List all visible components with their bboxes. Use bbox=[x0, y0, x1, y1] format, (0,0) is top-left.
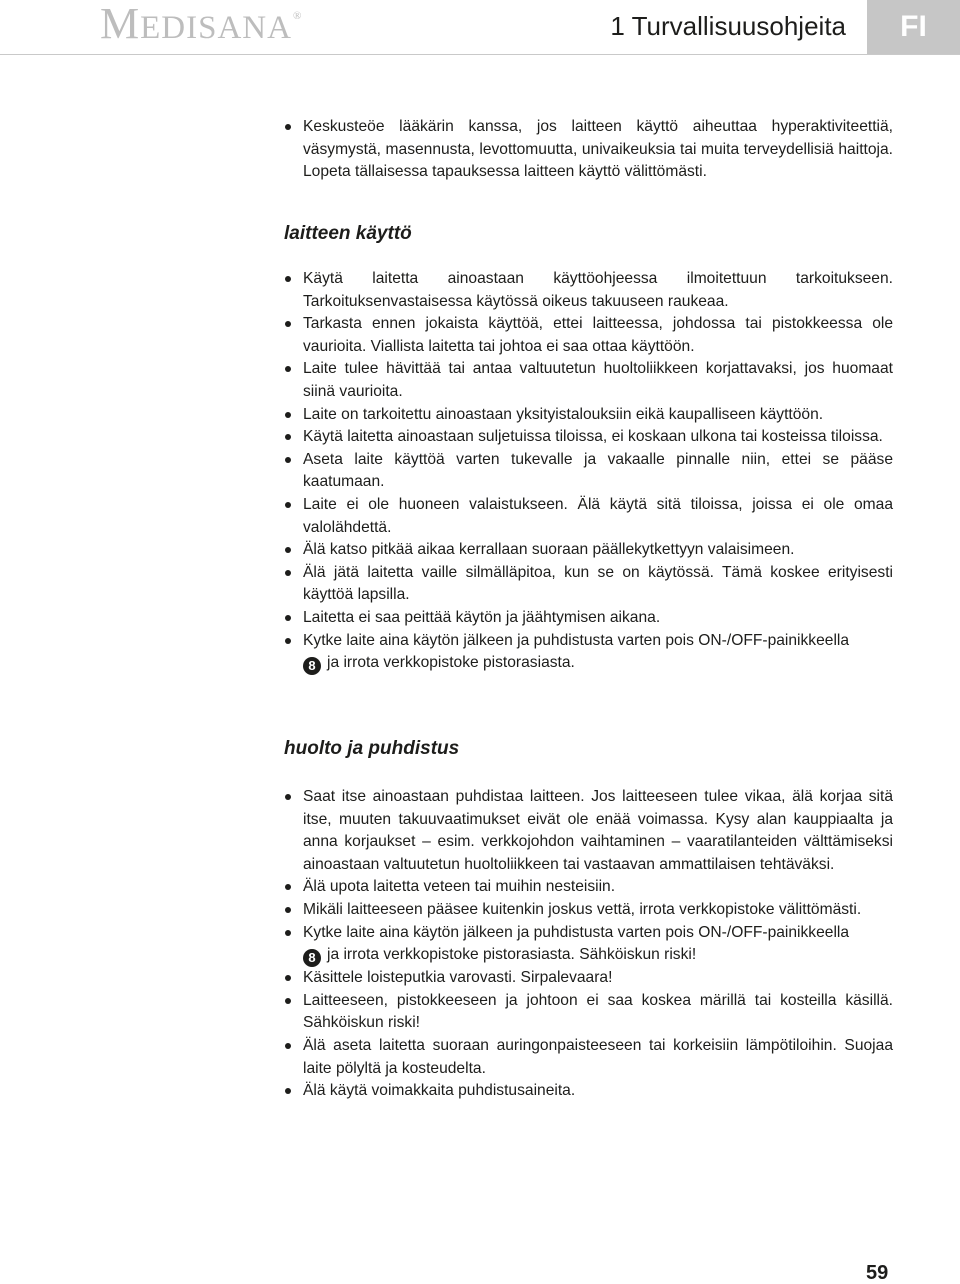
list-item: Laite on tarkoitettu ainoastaan yksityistalouksiin eikä kaupalliseen käyttöön. bbox=[284, 404, 893, 427]
list-item: Laitetta ei saa peittää käytön ja jäähtymisen aikana. bbox=[284, 607, 893, 630]
list-item: Käytä laitetta ainoastaan käyttöohjeessa ilmoitettuun tarkoitukseen. Tarkoituksenvastaisessa käytössä oikeus takuuseen raukeaa. bbox=[284, 268, 893, 313]
section-heading-maintenance: huolto ja puhdistus bbox=[284, 738, 460, 759]
list-item: Älä jätä laitetta vaille silmälläpitoa, kun se on käytössä. Tämä koskee erityisesti käyttöä lapsilla. bbox=[284, 562, 893, 607]
list-item: Tarkasta ennen jokaista käyttöä, ettei laitteessa, johdossa tai pistokkeessa ole vaurioita. Viallista laitetta tai johtoa ei saa ottaa käyttöön. bbox=[284, 313, 893, 358]
list-item bbox=[284, 922, 893, 968]
list-item-text: Kytke laite aina käytön jälkeen ja puhdistusta varten pois ON-/OFF-painikkeella bbox=[303, 923, 850, 941]
list-item-text: ja irrota verkkopistoke pistorasiasta. bbox=[327, 654, 575, 672]
device-use-list bbox=[284, 268, 893, 675]
list-item bbox=[284, 630, 893, 676]
list-item: Laitteeseen, pistokkeeseen ja johtoon ei saa koskea märillä tai kosteilla käsillä. Sähköiskun riski! bbox=[284, 990, 893, 1035]
list-item: Keskusteöe lääkärin kanssa, jos laitteen käyttö aiheuttaa hyperaktiviteettiä, väsymystä, masennusta, levottomuutta, univaikeuksia tai muita terveydellisiä haittoja. Lopeta tällaisessa tapauksessa laitteen käyttö välittömästi. bbox=[284, 116, 893, 184]
language-badge: FI bbox=[867, 0, 960, 54]
list-item: Laite ei ole huoneen valaistukseen. Älä käytä sitä tiloissa, joissa ei ole omaa valolähdettä. bbox=[284, 494, 893, 539]
list-item: Älä aseta laitetta suoraan auringonpaisteeseen tai korkeisiin lämpötiloihin. Suojaa laite pölyltä ja kosteudelta. bbox=[284, 1035, 893, 1080]
list-item: Älä käytä voimakkaita puhdistusaineita. bbox=[284, 1080, 893, 1103]
button-number-badge: 8 bbox=[303, 949, 321, 967]
list-item-text: ja irrota verkkopistoke pistorasiasta. Sähköiskun riski! bbox=[327, 946, 697, 964]
intro-section bbox=[284, 116, 893, 184]
chapter-title: 1 Turvallisuusohjeita bbox=[610, 11, 846, 41]
header-divider bbox=[0, 54, 960, 55]
intro-list bbox=[284, 116, 893, 184]
device-use-section bbox=[284, 268, 893, 675]
section-heading-device-use: laitteen käyttö bbox=[284, 223, 412, 244]
list-item: Älä katso pitkää aikaa kerrallaan suoraan päällekytkettyyn valaisimeen. bbox=[284, 539, 893, 562]
page-number: 59 bbox=[866, 1262, 889, 1284]
list-item: Saat itse ainoastaan puhdistaa laitteen. Jos laitteeseen tulee vikaa, älä korjaa sitä itse, muuten takuuvaatimukset eivät ole enää voimassa. Kysy alan kauppiaalta ja anna korjaukset – esim. verkkojohdon vaihtaminen – vaaratilanteiden välttämiseksi ainoastaan valtuutetun huoltoliikkeen tai vastaavan ammattilaisen tehtäväksi. bbox=[284, 786, 893, 876]
button-number-badge: 8 bbox=[303, 657, 321, 675]
page-header bbox=[0, 0, 960, 54]
maintenance-list bbox=[284, 786, 893, 1103]
list-item-text: Kytke laite aina käytön jälkeen ja puhdistusta varten pois ON-/OFF-painikkeella bbox=[303, 631, 850, 649]
list-item: Älä upota laitetta veteen tai muihin nesteisiin. bbox=[284, 876, 893, 899]
list-item: Käsittele loisteputkia varovasti. Sirpalevaara! bbox=[284, 967, 893, 990]
list-item: Mikäli laitteeseen pääsee kuitenkin joskus vettä, irrota verkkopistoke välittömästi. bbox=[284, 899, 893, 922]
maintenance-section bbox=[284, 786, 893, 1103]
medisana-logo: MEDISANA® bbox=[100, 0, 303, 48]
list-item: Laite tulee hävittää tai antaa valtuutetun huoltoliikkeen korjattavaksi, jos huomaat siinä vaurioita. bbox=[284, 358, 893, 403]
list-item: Käytä laitetta ainoastaan suljetuissa tiloissa, ei koskaan ulkona tai kosteissa tiloissa. bbox=[284, 426, 893, 449]
list-item: Aseta laite käyttöä varten tukevalle ja vakaalle pinnalle niin, ettei se pääse kaatumaan. bbox=[284, 449, 893, 494]
